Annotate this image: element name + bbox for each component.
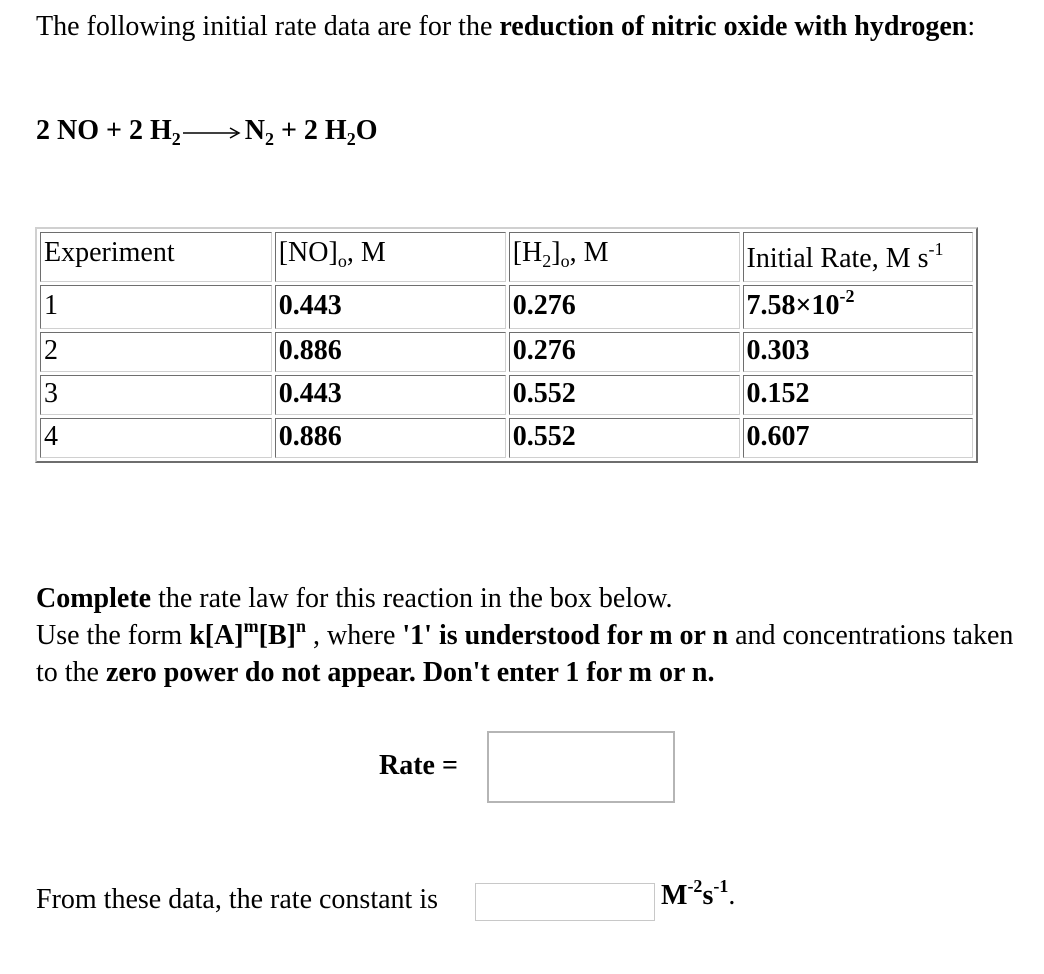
cell-rate: 0.303 — [743, 332, 973, 372]
cell-rate — [743, 285, 973, 329]
table-row — [40, 418, 973, 458]
equation-reactant-subscript: 2 — [171, 129, 181, 149]
header-no-concentration — [275, 232, 506, 282]
instr-use-form: Use the form — [36, 620, 190, 651]
cell-rate-exponent: -2 — [839, 286, 855, 306]
equation-product-2-end: O — [355, 115, 378, 146]
instr-and-conc: and concentrations taken to the — [36, 620, 1014, 688]
rate-label: Rate = — [379, 750, 458, 781]
intro-text-start: The following initial rate data are for the — [36, 11, 500, 42]
equation-product-1: N — [244, 115, 265, 146]
rate-data-table — [35, 227, 978, 463]
cell-no: 0.443 — [275, 375, 506, 415]
header-h2-subscript-o: o — [560, 251, 570, 271]
equation-product-2: + 2 H — [273, 115, 347, 146]
table-row — [40, 332, 973, 372]
cell-no: 0.886 — [275, 332, 506, 372]
instr-form-m: m — [243, 616, 259, 636]
units-s: s — [702, 880, 714, 911]
table-row — [40, 375, 973, 415]
cell-no: 0.886 — [275, 418, 506, 458]
cell-no: 0.443 — [275, 285, 506, 329]
instr-complete: Complete — [36, 583, 152, 614]
intro-text-bold: reduction of nitric oxide with hydrogen — [499, 11, 968, 42]
instr-form-n: n — [295, 616, 306, 636]
reaction-arrow-icon — [183, 126, 243, 140]
cell-h2: 0.276 — [509, 332, 740, 372]
cell-rate: 0.152 — [743, 375, 973, 415]
rate-law-input[interactable] — [487, 731, 675, 803]
instr-form-k: k[A] — [189, 620, 244, 651]
header-h2-label: [H — [512, 237, 543, 268]
table-row — [40, 285, 973, 329]
units-m: M — [661, 880, 688, 911]
header-no-subscript: o — [337, 251, 347, 271]
equation-product-2-subscript: 2 — [346, 129, 356, 149]
cell-h2: 0.552 — [509, 375, 740, 415]
instr-form — [189, 616, 306, 651]
header-h2-unit: , M — [569, 237, 609, 268]
cell-h2: 0.552 — [509, 418, 740, 458]
rate-constant-input[interactable] — [475, 883, 655, 921]
header-rate-label: Initial Rate, M s — [746, 243, 929, 274]
units-period: . — [728, 880, 736, 911]
header-initial-rate — [743, 232, 973, 282]
rate-constant-units — [661, 876, 736, 912]
instr-line1-rest: the rate law for this reaction in the box below. — [151, 583, 673, 614]
units-m-sup: -2 — [687, 876, 703, 896]
units-s-sup: -1 — [713, 876, 729, 896]
equation-reactants: 2 NO + 2 H — [36, 115, 172, 146]
chemical-equation — [36, 113, 377, 149]
equation-product-1-subscript: 2 — [264, 129, 274, 149]
header-rate-superscript: -1 — [928, 239, 944, 259]
instr-one-understood: '1' is understood for m or n — [402, 620, 729, 651]
instr-comma-where: , where — [305, 620, 403, 651]
header-h2-close: ] — [551, 237, 561, 268]
table-header-row — [40, 232, 973, 282]
cell-rate: 0.607 — [743, 418, 973, 458]
header-h2-subscript: 2 — [542, 251, 552, 271]
cell-experiment: 3 — [40, 375, 272, 415]
instr-zero-power: zero power do not appear. Don't enter 1 for m or n. — [106, 657, 715, 688]
cell-experiment: 1 — [40, 285, 272, 329]
rate-constant-label: From these data, the rate constant is — [36, 884, 438, 915]
cell-rate-base: 7.58×10 — [746, 290, 840, 321]
instructions — [36, 580, 1036, 691]
cell-experiment: 2 — [40, 332, 272, 372]
header-experiment: Experiment — [40, 232, 272, 282]
header-no-unit: , M — [346, 237, 386, 268]
header-no-label: [NO] — [278, 237, 338, 268]
cell-experiment: 4 — [40, 418, 272, 458]
header-h2-concentration — [509, 232, 740, 282]
intro-paragraph — [36, 10, 996, 44]
cell-h2: 0.276 — [509, 285, 740, 329]
intro-text-end: : — [967, 11, 976, 42]
instr-form-b: [B] — [258, 620, 296, 651]
